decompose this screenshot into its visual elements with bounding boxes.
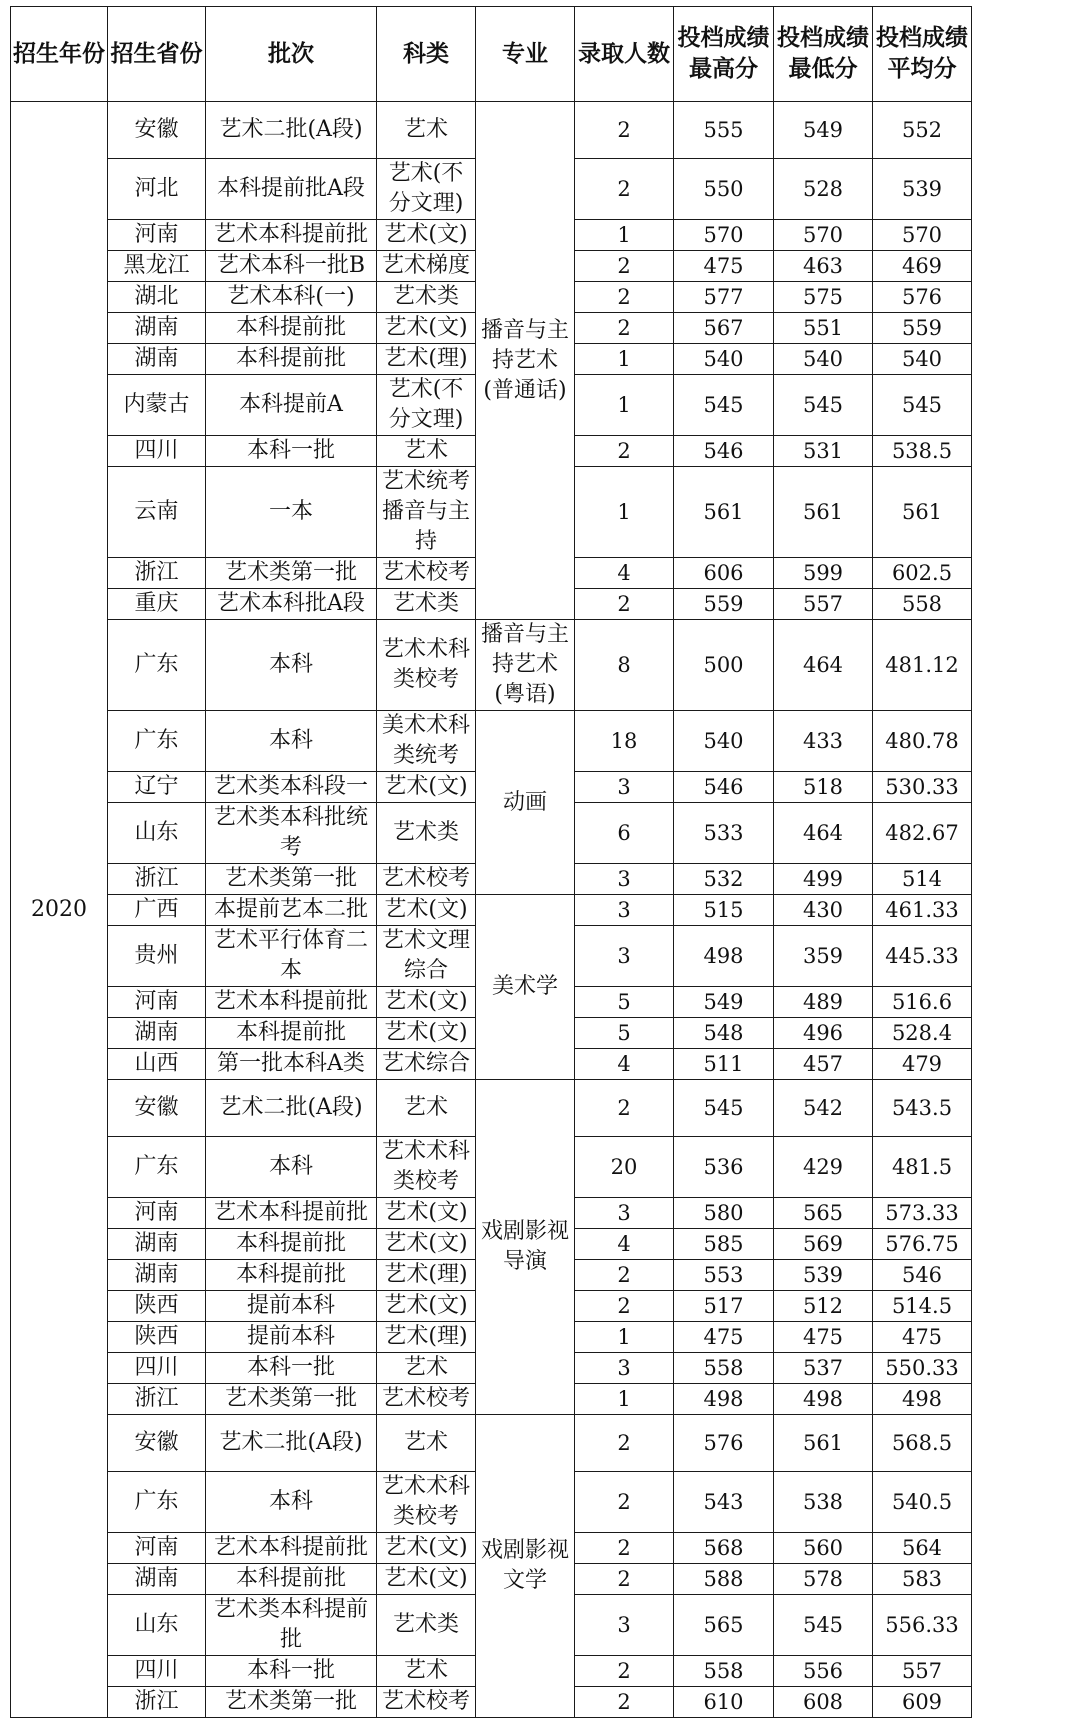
category-cell: 艺术 [377, 1415, 476, 1472]
category-cell: 艺术(文) [377, 987, 476, 1018]
max-score-cell: 517 [674, 1291, 774, 1322]
avg-score-cell: 540.5 [873, 1472, 972, 1533]
admitted-count-cell: 3 [575, 1198, 674, 1229]
max-score-cell: 475 [674, 251, 774, 282]
avg-score-cell: 461.33 [873, 895, 972, 926]
min-score-cell: 498 [774, 1384, 873, 1415]
avg-score-cell: 445.33 [873, 926, 972, 987]
category-cell: 艺术 [377, 1080, 476, 1137]
province-cell: 浙江 [108, 1687, 206, 1718]
category-cell: 艺术(文) [377, 895, 476, 926]
avg-score-cell: 514.5 [873, 1291, 972, 1322]
admitted-count-cell: 2 [575, 159, 674, 220]
avg-score-cell: 481.12 [873, 620, 972, 711]
avg-score-cell: 498 [873, 1384, 972, 1415]
min-score-cell: 561 [774, 467, 873, 558]
batch-cell: 第一批本科A类 [206, 1049, 377, 1080]
batch-cell: 本科提前批 [206, 1018, 377, 1049]
admitted-count-cell: 2 [575, 1472, 674, 1533]
province-cell: 湖南 [108, 1260, 206, 1291]
max-score-cell: 546 [674, 436, 774, 467]
admitted-count-cell: 3 [575, 1595, 674, 1656]
category-cell: 艺术类 [377, 589, 476, 620]
avg-score-cell: 576.75 [873, 1229, 972, 1260]
batch-cell: 本科 [206, 620, 377, 711]
admitted-count-cell: 8 [575, 620, 674, 711]
batch-cell: 本科一批 [206, 436, 377, 467]
category-cell: 艺术综合 [377, 1049, 476, 1080]
major-cell: 播音与主持艺术(普通话) [476, 102, 575, 620]
province-cell: 黑龙江 [108, 251, 206, 282]
province-cell: 湖南 [108, 1564, 206, 1595]
batch-cell: 艺术本科(一) [206, 282, 377, 313]
admitted-count-cell: 20 [575, 1137, 674, 1198]
province-cell: 湖南 [108, 313, 206, 344]
max-score-cell: 540 [674, 344, 774, 375]
min-score-cell: 542 [774, 1080, 873, 1137]
province-cell: 浙江 [108, 1384, 206, 1415]
batch-cell: 艺术本科批A段 [206, 589, 377, 620]
avg-score-cell: 559 [873, 313, 972, 344]
max-score-cell: 567 [674, 313, 774, 344]
min-score-cell: 538 [774, 1472, 873, 1533]
major-cell: 戏剧影视导演 [476, 1080, 575, 1415]
min-score-cell: 569 [774, 1229, 873, 1260]
avg-score-cell: 573.33 [873, 1198, 972, 1229]
admitted-count-cell: 2 [575, 1656, 674, 1687]
batch-cell: 艺术类第一批 [206, 558, 377, 589]
admitted-count-cell: 2 [575, 1291, 674, 1322]
admitted-count-cell: 2 [575, 1687, 674, 1718]
batch-cell: 本科一批 [206, 1656, 377, 1687]
avg-score-cell: 564 [873, 1533, 972, 1564]
category-cell: 艺术术科类校考 [377, 620, 476, 711]
province-cell: 广东 [108, 1137, 206, 1198]
province-cell: 广东 [108, 620, 206, 711]
province-cell: 山东 [108, 803, 206, 864]
admitted-count-cell: 1 [575, 220, 674, 251]
table-row [11, 711, 972, 772]
major-cell: 播音与主持艺术(粤语) [476, 620, 575, 711]
batch-cell: 艺术类第一批 [206, 1384, 377, 1415]
max-score-cell: 475 [674, 1322, 774, 1353]
batch-cell: 本科提前批 [206, 344, 377, 375]
min-score-cell: 556 [774, 1656, 873, 1687]
min-score-cell: 433 [774, 711, 873, 772]
avg-score-cell: 602.5 [873, 558, 972, 589]
min-score-cell: 464 [774, 803, 873, 864]
year-cell: 2020 [11, 102, 108, 1718]
admitted-count-cell: 4 [575, 558, 674, 589]
max-score-cell: 555 [674, 102, 774, 159]
table-row [11, 895, 972, 926]
batch-cell: 艺术平行体育二本 [206, 926, 377, 987]
admitted-count-cell: 5 [575, 987, 674, 1018]
province-cell: 河北 [108, 159, 206, 220]
province-cell: 安徽 [108, 1080, 206, 1137]
avg-score-cell: 545 [873, 375, 972, 436]
admission-score-table [10, 6, 972, 1718]
batch-cell: 本提前艺本二批 [206, 895, 377, 926]
province-cell: 四川 [108, 1353, 206, 1384]
max-score-cell: 568 [674, 1533, 774, 1564]
admitted-count-cell: 4 [575, 1049, 674, 1080]
min-score-cell: 570 [774, 220, 873, 251]
batch-cell: 艺术本科提前批 [206, 220, 377, 251]
province-cell: 山东 [108, 1595, 206, 1656]
avg-score-cell: 514 [873, 864, 972, 895]
min-score-cell: 518 [774, 772, 873, 803]
max-score-cell: 559 [674, 589, 774, 620]
province-cell: 陕西 [108, 1291, 206, 1322]
category-cell: 艺术(文) [377, 1564, 476, 1595]
avg-score-cell: 570 [873, 220, 972, 251]
min-score-cell: 565 [774, 1198, 873, 1229]
table-body [11, 102, 972, 1718]
admitted-count-cell: 3 [575, 864, 674, 895]
max-score-cell: 543 [674, 1472, 774, 1533]
category-cell: 艺术(文) [377, 1533, 476, 1564]
category-cell: 艺术(不分文理) [377, 159, 476, 220]
min-score-cell: 578 [774, 1564, 873, 1595]
batch-cell: 本科提前批 [206, 313, 377, 344]
category-cell: 艺术 [377, 436, 476, 467]
admitted-count-cell: 1 [575, 375, 674, 436]
admitted-count-cell: 1 [575, 467, 674, 558]
max-score-cell: 610 [674, 1687, 774, 1718]
table-row [11, 1415, 972, 1472]
province-cell: 浙江 [108, 864, 206, 895]
admitted-count-cell: 1 [575, 344, 674, 375]
province-cell: 四川 [108, 1656, 206, 1687]
max-score-cell: 570 [674, 220, 774, 251]
avg-score-cell: 609 [873, 1687, 972, 1718]
max-score-cell: 515 [674, 895, 774, 926]
max-score-cell: 576 [674, 1415, 774, 1472]
avg-score-cell: 475 [873, 1322, 972, 1353]
avg-score-cell: 538.5 [873, 436, 972, 467]
header-admitted: 录取人数 [575, 7, 674, 102]
category-cell: 艺术类 [377, 803, 476, 864]
province-cell: 浙江 [108, 558, 206, 589]
category-cell: 艺术术科类校考 [377, 1472, 476, 1533]
max-score-cell: 550 [674, 159, 774, 220]
province-cell: 四川 [108, 436, 206, 467]
avg-score-cell: 556.33 [873, 1595, 972, 1656]
max-score-cell: 498 [674, 1384, 774, 1415]
admitted-count-cell: 6 [575, 803, 674, 864]
category-cell: 艺术 [377, 1353, 476, 1384]
header-batch: 批次 [206, 7, 377, 102]
category-cell: 艺术梯度 [377, 251, 476, 282]
category-cell: 艺术校考 [377, 864, 476, 895]
min-score-cell: 575 [774, 282, 873, 313]
admitted-count-cell: 2 [575, 1533, 674, 1564]
admitted-count-cell: 2 [575, 251, 674, 282]
admitted-count-cell: 1 [575, 1322, 674, 1353]
min-score-cell: 531 [774, 436, 873, 467]
category-cell: 艺术(理) [377, 1260, 476, 1291]
province-cell: 河南 [108, 1533, 206, 1564]
batch-cell: 本科提前A [206, 375, 377, 436]
province-cell: 湖南 [108, 1018, 206, 1049]
min-score-cell: 549 [774, 102, 873, 159]
header-row [11, 7, 972, 102]
admitted-count-cell: 2 [575, 313, 674, 344]
category-cell: 艺术(文) [377, 1229, 476, 1260]
max-score-cell: 580 [674, 1198, 774, 1229]
min-score-cell: 359 [774, 926, 873, 987]
max-score-cell: 546 [674, 772, 774, 803]
min-score-cell: 539 [774, 1260, 873, 1291]
avg-score-cell: 482.67 [873, 803, 972, 864]
province-cell: 广东 [108, 711, 206, 772]
avg-score-cell: 481.5 [873, 1137, 972, 1198]
min-score-cell: 560 [774, 1533, 873, 1564]
min-score-cell: 537 [774, 1353, 873, 1384]
category-cell: 艺术校考 [377, 1384, 476, 1415]
max-score-cell: 536 [674, 1137, 774, 1198]
header-avg-score: 投档成绩平均分 [873, 7, 972, 102]
table-row [11, 102, 972, 159]
batch-cell: 本科提前批 [206, 1260, 377, 1291]
batch-cell: 艺术类本科批统考 [206, 803, 377, 864]
province-cell: 湖北 [108, 282, 206, 313]
admitted-count-cell: 2 [575, 282, 674, 313]
header-major: 专业 [476, 7, 575, 102]
batch-cell: 艺术类第一批 [206, 1687, 377, 1718]
max-score-cell: 553 [674, 1260, 774, 1291]
batch-cell: 本科提前批A段 [206, 159, 377, 220]
avg-score-cell: 540 [873, 344, 972, 375]
batch-cell: 艺术类本科段一 [206, 772, 377, 803]
category-cell: 艺术(文) [377, 1198, 476, 1229]
category-cell: 艺术类 [377, 1595, 476, 1656]
province-cell: 辽宁 [108, 772, 206, 803]
min-score-cell: 545 [774, 375, 873, 436]
batch-cell: 艺术本科提前批 [206, 1533, 377, 1564]
avg-score-cell: 516.6 [873, 987, 972, 1018]
batch-cell: 艺术本科一批B [206, 251, 377, 282]
category-cell: 艺术文理综合 [377, 926, 476, 987]
min-score-cell: 464 [774, 620, 873, 711]
category-cell: 艺术(文) [377, 313, 476, 344]
avg-score-cell: 543.5 [873, 1080, 972, 1137]
min-score-cell: 557 [774, 589, 873, 620]
batch-cell: 艺术二批(A段) [206, 1415, 377, 1472]
admitted-count-cell: 2 [575, 102, 674, 159]
max-score-cell: 500 [674, 620, 774, 711]
batch-cell: 艺术本科提前批 [206, 1198, 377, 1229]
batch-cell: 艺术二批(A段) [206, 1080, 377, 1137]
max-score-cell: 565 [674, 1595, 774, 1656]
header-min-score: 投档成绩最低分 [774, 7, 873, 102]
avg-score-cell: 558 [873, 589, 972, 620]
admitted-count-cell: 2 [575, 1564, 674, 1595]
category-cell: 艺术类 [377, 282, 476, 313]
province-cell: 河南 [108, 220, 206, 251]
max-score-cell: 561 [674, 467, 774, 558]
max-score-cell: 549 [674, 987, 774, 1018]
min-score-cell: 599 [774, 558, 873, 589]
admitted-count-cell: 2 [575, 436, 674, 467]
avg-score-cell: 528.4 [873, 1018, 972, 1049]
batch-cell: 一本 [206, 467, 377, 558]
admitted-count-cell: 5 [575, 1018, 674, 1049]
header-province: 招生省份 [108, 7, 206, 102]
min-score-cell: 463 [774, 251, 873, 282]
min-score-cell: 512 [774, 1291, 873, 1322]
avg-score-cell: 479 [873, 1049, 972, 1080]
category-cell: 艺术(理) [377, 1322, 476, 1353]
province-cell: 陕西 [108, 1322, 206, 1353]
min-score-cell: 551 [774, 313, 873, 344]
max-score-cell: 558 [674, 1656, 774, 1687]
category-cell: 艺术(文) [377, 772, 476, 803]
province-cell: 内蒙古 [108, 375, 206, 436]
min-score-cell: 496 [774, 1018, 873, 1049]
admitted-count-cell: 4 [575, 1229, 674, 1260]
table-row [11, 1080, 972, 1137]
max-score-cell: 532 [674, 864, 774, 895]
max-score-cell: 545 [674, 375, 774, 436]
province-cell: 贵州 [108, 926, 206, 987]
province-cell: 河南 [108, 987, 206, 1018]
avg-score-cell: 561 [873, 467, 972, 558]
table-row [11, 620, 972, 711]
major-cell: 动画 [476, 711, 575, 895]
max-score-cell: 545 [674, 1080, 774, 1137]
max-score-cell: 548 [674, 1018, 774, 1049]
min-score-cell: 489 [774, 987, 873, 1018]
admitted-count-cell: 2 [575, 1415, 674, 1472]
batch-cell: 本科 [206, 711, 377, 772]
province-cell: 重庆 [108, 589, 206, 620]
admitted-count-cell: 2 [575, 1260, 674, 1291]
avg-score-cell: 552 [873, 102, 972, 159]
batch-cell: 本科一批 [206, 1353, 377, 1384]
admitted-count-cell: 3 [575, 926, 674, 987]
min-score-cell: 430 [774, 895, 873, 926]
category-cell: 艺术(不分文理) [377, 375, 476, 436]
category-cell: 艺术 [377, 102, 476, 159]
batch-cell: 本科 [206, 1472, 377, 1533]
batch-cell: 艺术类第一批 [206, 864, 377, 895]
province-cell: 河南 [108, 1198, 206, 1229]
max-score-cell: 558 [674, 1353, 774, 1384]
min-score-cell: 499 [774, 864, 873, 895]
batch-cell: 艺术本科提前批 [206, 987, 377, 1018]
max-score-cell: 606 [674, 558, 774, 589]
header-max-score: 投档成绩最高分 [674, 7, 774, 102]
avg-score-cell: 539 [873, 159, 972, 220]
max-score-cell: 540 [674, 711, 774, 772]
max-score-cell: 577 [674, 282, 774, 313]
max-score-cell: 511 [674, 1049, 774, 1080]
category-cell: 艺术术科类校考 [377, 1137, 476, 1198]
batch-cell: 本科提前批 [206, 1229, 377, 1260]
admitted-count-cell: 2 [575, 589, 674, 620]
batch-cell: 提前本科 [206, 1291, 377, 1322]
avg-score-cell: 550.33 [873, 1353, 972, 1384]
batch-cell: 艺术类本科提前批 [206, 1595, 377, 1656]
batch-cell: 本科 [206, 1137, 377, 1198]
min-score-cell: 608 [774, 1687, 873, 1718]
avg-score-cell: 576 [873, 282, 972, 313]
avg-score-cell: 583 [873, 1564, 972, 1595]
admitted-count-cell: 3 [575, 772, 674, 803]
max-score-cell: 533 [674, 803, 774, 864]
avg-score-cell: 568.5 [873, 1415, 972, 1472]
admitted-count-cell: 1 [575, 1384, 674, 1415]
province-cell: 山西 [108, 1049, 206, 1080]
avg-score-cell: 480.78 [873, 711, 972, 772]
min-score-cell: 429 [774, 1137, 873, 1198]
batch-cell: 艺术二批(A段) [206, 102, 377, 159]
min-score-cell: 545 [774, 1595, 873, 1656]
category-cell: 美术术科类统考 [377, 711, 476, 772]
province-cell: 广东 [108, 1472, 206, 1533]
category-cell: 艺术(文) [377, 1018, 476, 1049]
avg-score-cell: 530.33 [873, 772, 972, 803]
min-score-cell: 457 [774, 1049, 873, 1080]
max-score-cell: 498 [674, 926, 774, 987]
category-cell: 艺术(文) [377, 220, 476, 251]
province-cell: 湖南 [108, 1229, 206, 1260]
header-year: 招生年份 [11, 7, 108, 102]
batch-cell: 本科提前批 [206, 1564, 377, 1595]
header-category: 科类 [377, 7, 476, 102]
admitted-count-cell: 3 [575, 895, 674, 926]
min-score-cell: 528 [774, 159, 873, 220]
admitted-count-cell: 2 [575, 1080, 674, 1137]
province-cell: 湖南 [108, 344, 206, 375]
batch-cell: 提前本科 [206, 1322, 377, 1353]
avg-score-cell: 546 [873, 1260, 972, 1291]
category-cell: 艺术校考 [377, 558, 476, 589]
category-cell: 艺术统考播音与主持 [377, 467, 476, 558]
province-cell: 广西 [108, 895, 206, 926]
category-cell: 艺术(理) [377, 344, 476, 375]
admitted-count-cell: 18 [575, 711, 674, 772]
province-cell: 安徽 [108, 102, 206, 159]
category-cell: 艺术(文) [377, 1291, 476, 1322]
avg-score-cell: 557 [873, 1656, 972, 1687]
min-score-cell: 475 [774, 1322, 873, 1353]
category-cell: 艺术校考 [377, 1687, 476, 1718]
category-cell: 艺术 [377, 1656, 476, 1687]
max-score-cell: 585 [674, 1229, 774, 1260]
province-cell: 安徽 [108, 1415, 206, 1472]
major-cell: 美术学 [476, 895, 575, 1080]
min-score-cell: 561 [774, 1415, 873, 1472]
max-score-cell: 588 [674, 1564, 774, 1595]
province-cell: 云南 [108, 467, 206, 558]
avg-score-cell: 469 [873, 251, 972, 282]
major-cell: 戏剧影视文学 [476, 1415, 575, 1718]
min-score-cell: 540 [774, 344, 873, 375]
admitted-count-cell: 3 [575, 1353, 674, 1384]
